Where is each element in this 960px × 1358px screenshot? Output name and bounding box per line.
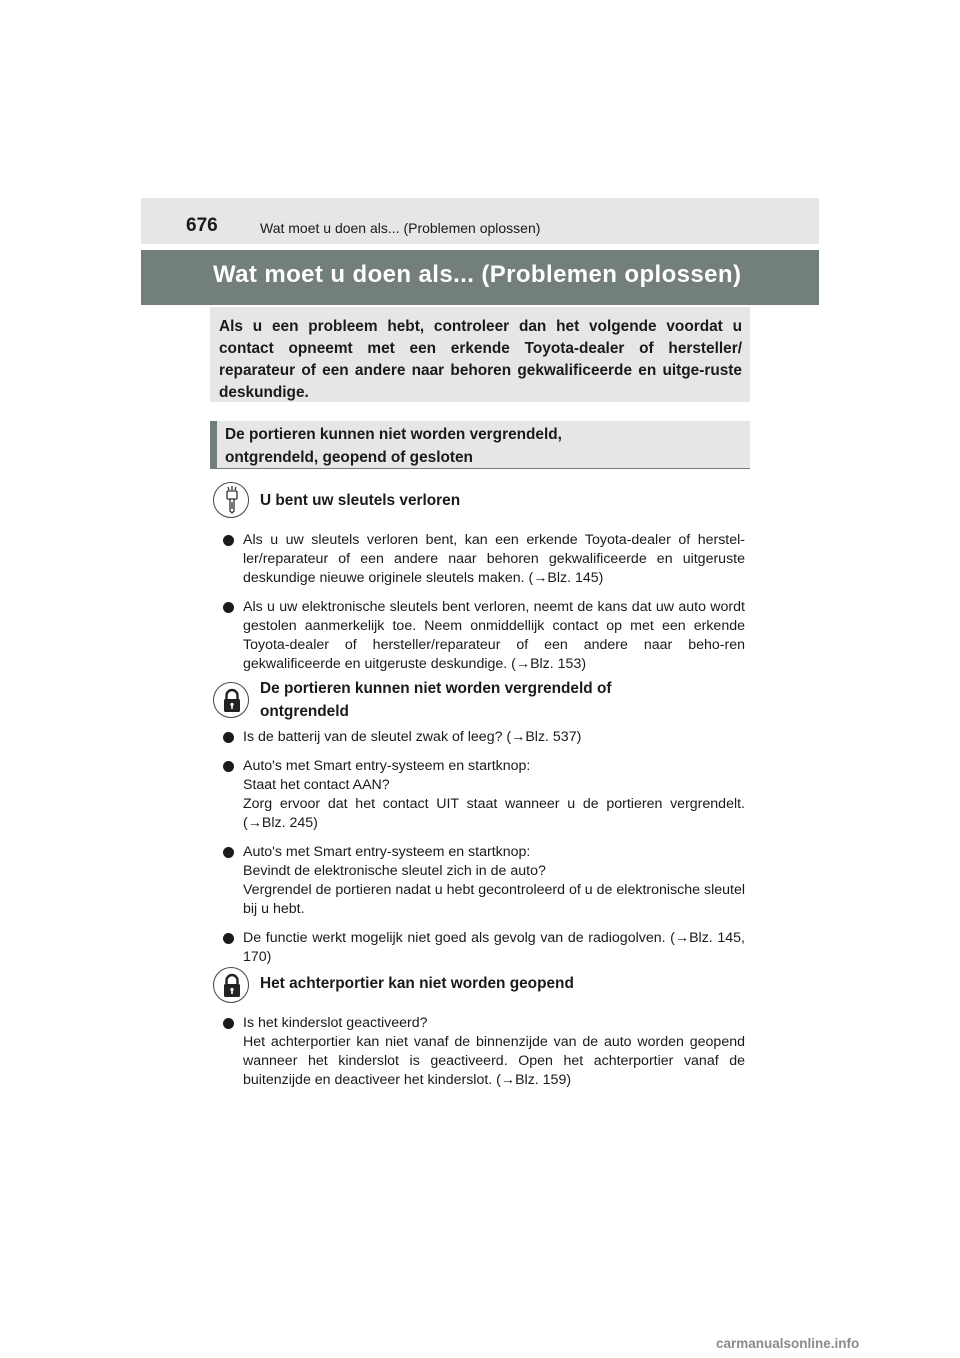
list-item bbox=[223, 728, 745, 747]
section-title-line2: ontgrendeld, geopend of gesloten bbox=[225, 449, 473, 466]
page-title: Wat moet u doen als... (Problemen oplossen) bbox=[213, 261, 742, 288]
topic-title: Het achterportier kan niet worden geopend bbox=[260, 975, 574, 992]
bullet-text: Als u uw sleutels verloren bent, kan een erkende Toyota-dealer of herstel-ler/reparateur of een andere naar behoren gekwalificeerde en uitgeruste deskundige nieuwe originele sleutels maken. (→Blz. 145) bbox=[243, 532, 745, 586]
intro-box bbox=[210, 307, 750, 402]
lock-icon bbox=[213, 967, 249, 1003]
topic-keys-lost-bullets bbox=[223, 531, 745, 684]
bullet-text: Als u uw elektronische sleutels bent verloren, neemt de kans dat uw auto wordt gestolen aanmerkelijk toe. Neem onmiddellijk contact op met een erkende Toyota-dealer of hersteller/reparateur of een andere naar beho-ren gekwalificeerde en uitgeruste deskundige. (→Blz. 153) bbox=[243, 599, 745, 672]
bullet-text: Staat het contact AAN? bbox=[243, 777, 390, 793]
bullet-text: Het achterportier kan niet vanaf de binnenzijde van de auto worden geopend wanneer het kinderslot is geactiveerd. Open het achterportier vanaf de buitenzijde en deactiveer het kinderslot. (→Blz. 159) bbox=[243, 1034, 745, 1088]
bullet-text: Bevindt de elektronische sleutel zich in de auto? bbox=[243, 863, 546, 879]
list-item bbox=[223, 929, 745, 967]
list-item bbox=[223, 1014, 745, 1090]
running-head: Wat moet u doen als... (Problemen oplossen) bbox=[260, 220, 541, 236]
key-icon bbox=[213, 482, 249, 518]
section-heading bbox=[210, 421, 750, 469]
list-item bbox=[223, 531, 745, 588]
list-item bbox=[223, 598, 745, 674]
lock-icon bbox=[213, 682, 249, 718]
watermark: carmanualsonline.info bbox=[716, 1336, 860, 1351]
bullet-text: Vergrendel de portieren nadat u hebt gecontroleerd of u de elektronische sleutel bij u hebt. bbox=[243, 882, 745, 917]
topic-title-line1: De portieren kunnen niet worden vergrendeld of bbox=[260, 680, 612, 697]
bullet-text: Auto's met Smart entry-systeem en startknop: bbox=[243, 758, 531, 774]
bullet-text: De functie werkt mogelijk niet goed als gevolg van de radiogolven. (→Blz. 145, 170) bbox=[243, 930, 745, 965]
page-number: 676 bbox=[186, 215, 218, 236]
bullet-text: Zorg ervoor dat het contact UIT staat wanneer u de portieren vergrendelt. (→Blz. 245) bbox=[243, 796, 745, 831]
topic-title-line2: ontgrendeld bbox=[260, 703, 349, 720]
bullet-text: Is het kinderslot geactiveerd? bbox=[243, 1015, 428, 1031]
topic-title: U bent uw sleutels verloren bbox=[260, 492, 461, 509]
bullet-text: Is de batterij van de sleutel zwak of leeg? (→Blz. 537) bbox=[243, 729, 582, 745]
intro-text: Als u een probleem hebt, controleer dan het volgende voordat u contact opneemt met een erkende Toyota-dealer of hersteller/ reparateur of een andere naar behoren gekwalificeerde en uitge-ruste deskundige. bbox=[219, 318, 742, 401]
list-item bbox=[223, 757, 745, 833]
topic-rear-door-bullets bbox=[223, 1014, 745, 1100]
section-title-line1: De portieren kunnen niet worden vergrendeld, bbox=[225, 426, 562, 443]
list-item bbox=[223, 843, 745, 919]
topic-doors-lock-bullets bbox=[223, 728, 745, 977]
bullet-text: Auto's met Smart entry-systeem en startknop: bbox=[243, 844, 531, 860]
title-band bbox=[141, 250, 819, 305]
